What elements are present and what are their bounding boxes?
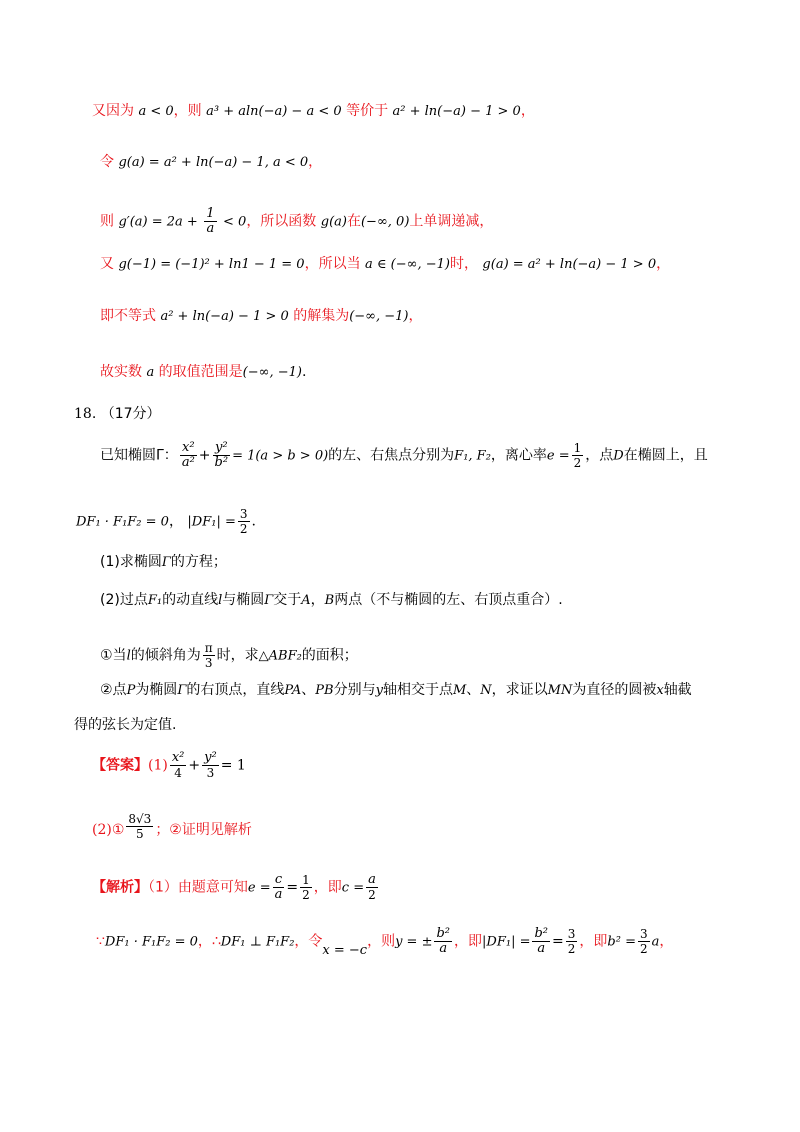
text: (1) — [148, 757, 168, 774]
numerator: 1 — [302, 873, 310, 887]
math: a — [651, 934, 660, 950]
fraction — [532, 927, 550, 956]
math: a³ + aln(−a) − a < 0 — [206, 104, 342, 119]
math: g(a) = a² + ln(−a) − 1, a < 0 — [118, 155, 309, 170]
denominator: 2 — [567, 942, 576, 956]
math: |DF₁| = — [482, 934, 531, 950]
text: 即不等式 — [100, 308, 156, 324]
text: (1)求椭圆 — [100, 554, 162, 570]
fraction — [238, 507, 250, 536]
fraction — [273, 873, 285, 902]
math: Γ — [264, 593, 274, 608]
text: 已知椭圆Γ： — [100, 447, 178, 464]
text: 与椭圆 — [222, 592, 265, 608]
text: ，点 — [585, 447, 614, 464]
fraction — [638, 927, 650, 956]
text: 、 — [466, 682, 481, 698]
question-2-part-2-line-1 — [100, 679, 692, 702]
text: 的方程； — [170, 554, 227, 570]
numerator: b² — [436, 926, 451, 941]
denominator: 3 — [206, 766, 215, 780]
text: 在椭圆上，且 — [623, 447, 708, 464]
denominator: a — [274, 887, 283, 902]
denominator: a — [439, 941, 448, 956]
numerator: 3 — [639, 927, 648, 941]
math: c = — [341, 880, 365, 896]
math: a < 0 — [138, 104, 174, 119]
text: 时， — [449, 256, 478, 272]
fraction — [434, 927, 452, 956]
text: 分别与 — [333, 682, 376, 698]
text: ，所以函数 — [246, 213, 317, 230]
text: ，即 — [579, 933, 608, 950]
text: (2)① — [92, 822, 125, 838]
math: y — [375, 683, 383, 698]
question-2 — [100, 589, 563, 612]
text: . — [251, 513, 256, 530]
math: △ABF₂ — [258, 648, 302, 664]
prev-line-1 — [92, 100, 535, 123]
denominator: b² — [214, 455, 229, 470]
math: D — [613, 448, 624, 464]
text: 则 — [100, 213, 114, 230]
text: 、 — [301, 682, 316, 698]
text: 两点（不与椭圆的左、右顶点重合）. — [334, 592, 563, 608]
question-1 — [100, 551, 227, 574]
text: . — [301, 364, 307, 380]
math: e = — [546, 448, 570, 464]
text: 的解集为 — [293, 308, 350, 324]
math: |DF₁| = — [187, 514, 236, 530]
text: ①当 — [100, 647, 127, 664]
prev-line-6 — [100, 361, 306, 384]
math: = — [552, 933, 564, 950]
prev-line-5 — [100, 305, 423, 328]
math: F₁, F₂ — [454, 448, 491, 464]
fraction — [180, 441, 197, 470]
text: 为椭圆 — [135, 682, 178, 698]
math: x — [656, 683, 664, 698]
text: ，即 — [313, 879, 342, 896]
numerator: 3 — [239, 507, 248, 521]
problem-statement-line-2 — [76, 507, 256, 536]
text: 时，求 — [216, 647, 259, 664]
text: 又 — [100, 256, 114, 272]
text: ，则 — [173, 103, 202, 119]
numerator: π — [204, 641, 213, 655]
math: a² + ln(−a) − 1 > 0 — [392, 104, 521, 119]
text: ， — [520, 103, 535, 119]
text: 等价于 — [346, 103, 389, 119]
math: l — [218, 593, 223, 608]
numerator: x² — [180, 441, 197, 456]
text: 上单调递减， — [409, 213, 494, 230]
because-symbol: ∵ — [96, 933, 105, 950]
text: ②点 — [100, 682, 127, 698]
text: ， — [308, 154, 323, 170]
fraction — [204, 207, 216, 236]
math: N — [480, 683, 492, 698]
problem-header — [74, 403, 161, 425]
text: ，所以当 — [304, 256, 361, 272]
fraction — [170, 751, 187, 780]
text: ， — [656, 256, 671, 272]
text: 的右顶点，直线 — [186, 682, 285, 698]
math: B — [324, 593, 335, 608]
text: 在 — [346, 213, 361, 230]
numerator: 8√3 — [128, 812, 152, 826]
denominator: 2 — [573, 456, 582, 470]
numerator: y² — [204, 750, 217, 765]
math: A — [301, 593, 311, 608]
math: x = −c — [322, 942, 368, 958]
text: 轴相交于点 — [382, 682, 453, 698]
math: MN — [547, 683, 573, 698]
text: 又因为 — [92, 103, 134, 119]
math: + — [198, 447, 211, 464]
math: b² = — [607, 934, 636, 950]
denominator: 2 — [302, 888, 310, 902]
text: ，∴ — [197, 933, 221, 950]
math: = 1 — [220, 757, 246, 774]
math: F₁ — [147, 593, 163, 608]
math: (−∞, −1) — [242, 365, 302, 380]
numerator: 1 — [206, 206, 215, 221]
math: (−∞, −1) — [349, 309, 409, 324]
fraction — [366, 873, 378, 902]
denominator: 3 — [204, 656, 213, 670]
math: < 0 — [223, 214, 247, 230]
denominator: 2 — [368, 888, 376, 902]
problem-points: （17分） — [100, 406, 161, 422]
denominator: a² — [181, 455, 195, 470]
math: PB — [315, 683, 334, 698]
answer-line-1 — [92, 751, 246, 780]
denominator: 2 — [639, 942, 648, 956]
analysis-line-2 — [96, 927, 673, 956]
math: DF₁ · F₁F₂ = 0 — [76, 514, 169, 530]
text: ， — [310, 592, 325, 608]
text: 的面积； — [301, 647, 358, 664]
text: ， — [659, 933, 674, 950]
text: 交于 — [273, 592, 302, 608]
denominator: 4 — [174, 766, 182, 780]
denominator: a — [537, 941, 546, 956]
math: + — [188, 757, 201, 774]
text: ， — [168, 513, 183, 530]
prev-line-3 — [100, 207, 493, 236]
math: (−∞, 0) — [360, 214, 410, 230]
text: ， — [408, 308, 423, 324]
math: DF₁ · F₁F₂ = 0 — [104, 934, 198, 950]
fraction — [203, 641, 215, 670]
problem-statement-line-1 — [100, 441, 708, 470]
prev-line-2 — [100, 151, 322, 174]
math: g(a) = a² + ln(−a) − 1 > 0 — [482, 257, 657, 272]
denominator: 2 — [239, 522, 248, 536]
text: ，则 — [367, 933, 396, 950]
math: P — [126, 683, 136, 698]
text: ；②证明见解析 — [155, 822, 252, 838]
numerator: b² — [534, 926, 549, 941]
answer-tag: 【答案】 — [92, 757, 148, 774]
denominator: a — [206, 221, 215, 236]
question-2-part-1 — [100, 641, 358, 670]
text: ，即 — [454, 933, 483, 950]
text: 的左、右焦点分别为 — [328, 447, 455, 464]
fraction — [566, 927, 578, 956]
fraction — [213, 441, 231, 470]
question-2-part-2-line-2 — [74, 714, 176, 736]
math: Γ — [161, 555, 171, 570]
math: g′(a) = 2a + — [118, 214, 198, 230]
answer-line-2 — [92, 812, 252, 841]
text: ，离心率 — [490, 447, 547, 464]
numerator: 3 — [567, 927, 576, 941]
analysis-line-1 — [92, 873, 380, 902]
math: a² + ln(−a) − 1 > 0 — [160, 309, 289, 324]
math: g(a) — [320, 214, 347, 230]
text: 的动直线 — [162, 592, 219, 608]
math: a ∈ (−∞, −1) — [365, 257, 450, 272]
math: g(−1) = (−1)² + ln1 − 1 = 0 — [118, 257, 305, 272]
fraction — [300, 873, 312, 902]
text: 故实数 — [100, 364, 142, 380]
text: 令 — [100, 154, 114, 170]
text: 的取值范围是 — [158, 364, 243, 380]
math: M — [452, 683, 467, 698]
math: Γ — [177, 683, 187, 698]
numerator: a — [368, 872, 376, 887]
text: 为直径的圆被 — [572, 682, 657, 698]
numerator: 1 — [573, 441, 582, 455]
numerator: c — [273, 873, 285, 888]
text: ，令 — [294, 933, 323, 950]
fraction — [202, 751, 219, 780]
text: （1）由题意可知 — [148, 879, 248, 896]
prev-line-4 — [100, 253, 670, 276]
numerator: x² — [171, 750, 185, 765]
math: l — [126, 648, 131, 664]
text: 轴截 — [663, 682, 692, 698]
math: y = ± — [395, 934, 433, 950]
denominator: 5 — [136, 827, 144, 841]
text: 得的弦长为定值. — [74, 717, 177, 733]
text: 的倾斜角为 — [130, 647, 201, 664]
text: (2)过点 — [100, 592, 148, 608]
math: e = — [247, 880, 271, 896]
fraction — [572, 441, 584, 470]
math: PA — [284, 683, 302, 698]
math: a — [146, 365, 155, 380]
text: ，求证以 — [491, 682, 548, 698]
fraction — [126, 812, 153, 841]
math: = — [286, 879, 299, 896]
analysis-tag: 【解析】 — [92, 879, 148, 896]
numerator: y² — [213, 441, 231, 456]
problem-number: 18. — [74, 406, 97, 422]
math: DF₁ ⊥ F₁F₂ — [220, 934, 295, 950]
math: = 1(a > b > 0) — [232, 448, 329, 464]
